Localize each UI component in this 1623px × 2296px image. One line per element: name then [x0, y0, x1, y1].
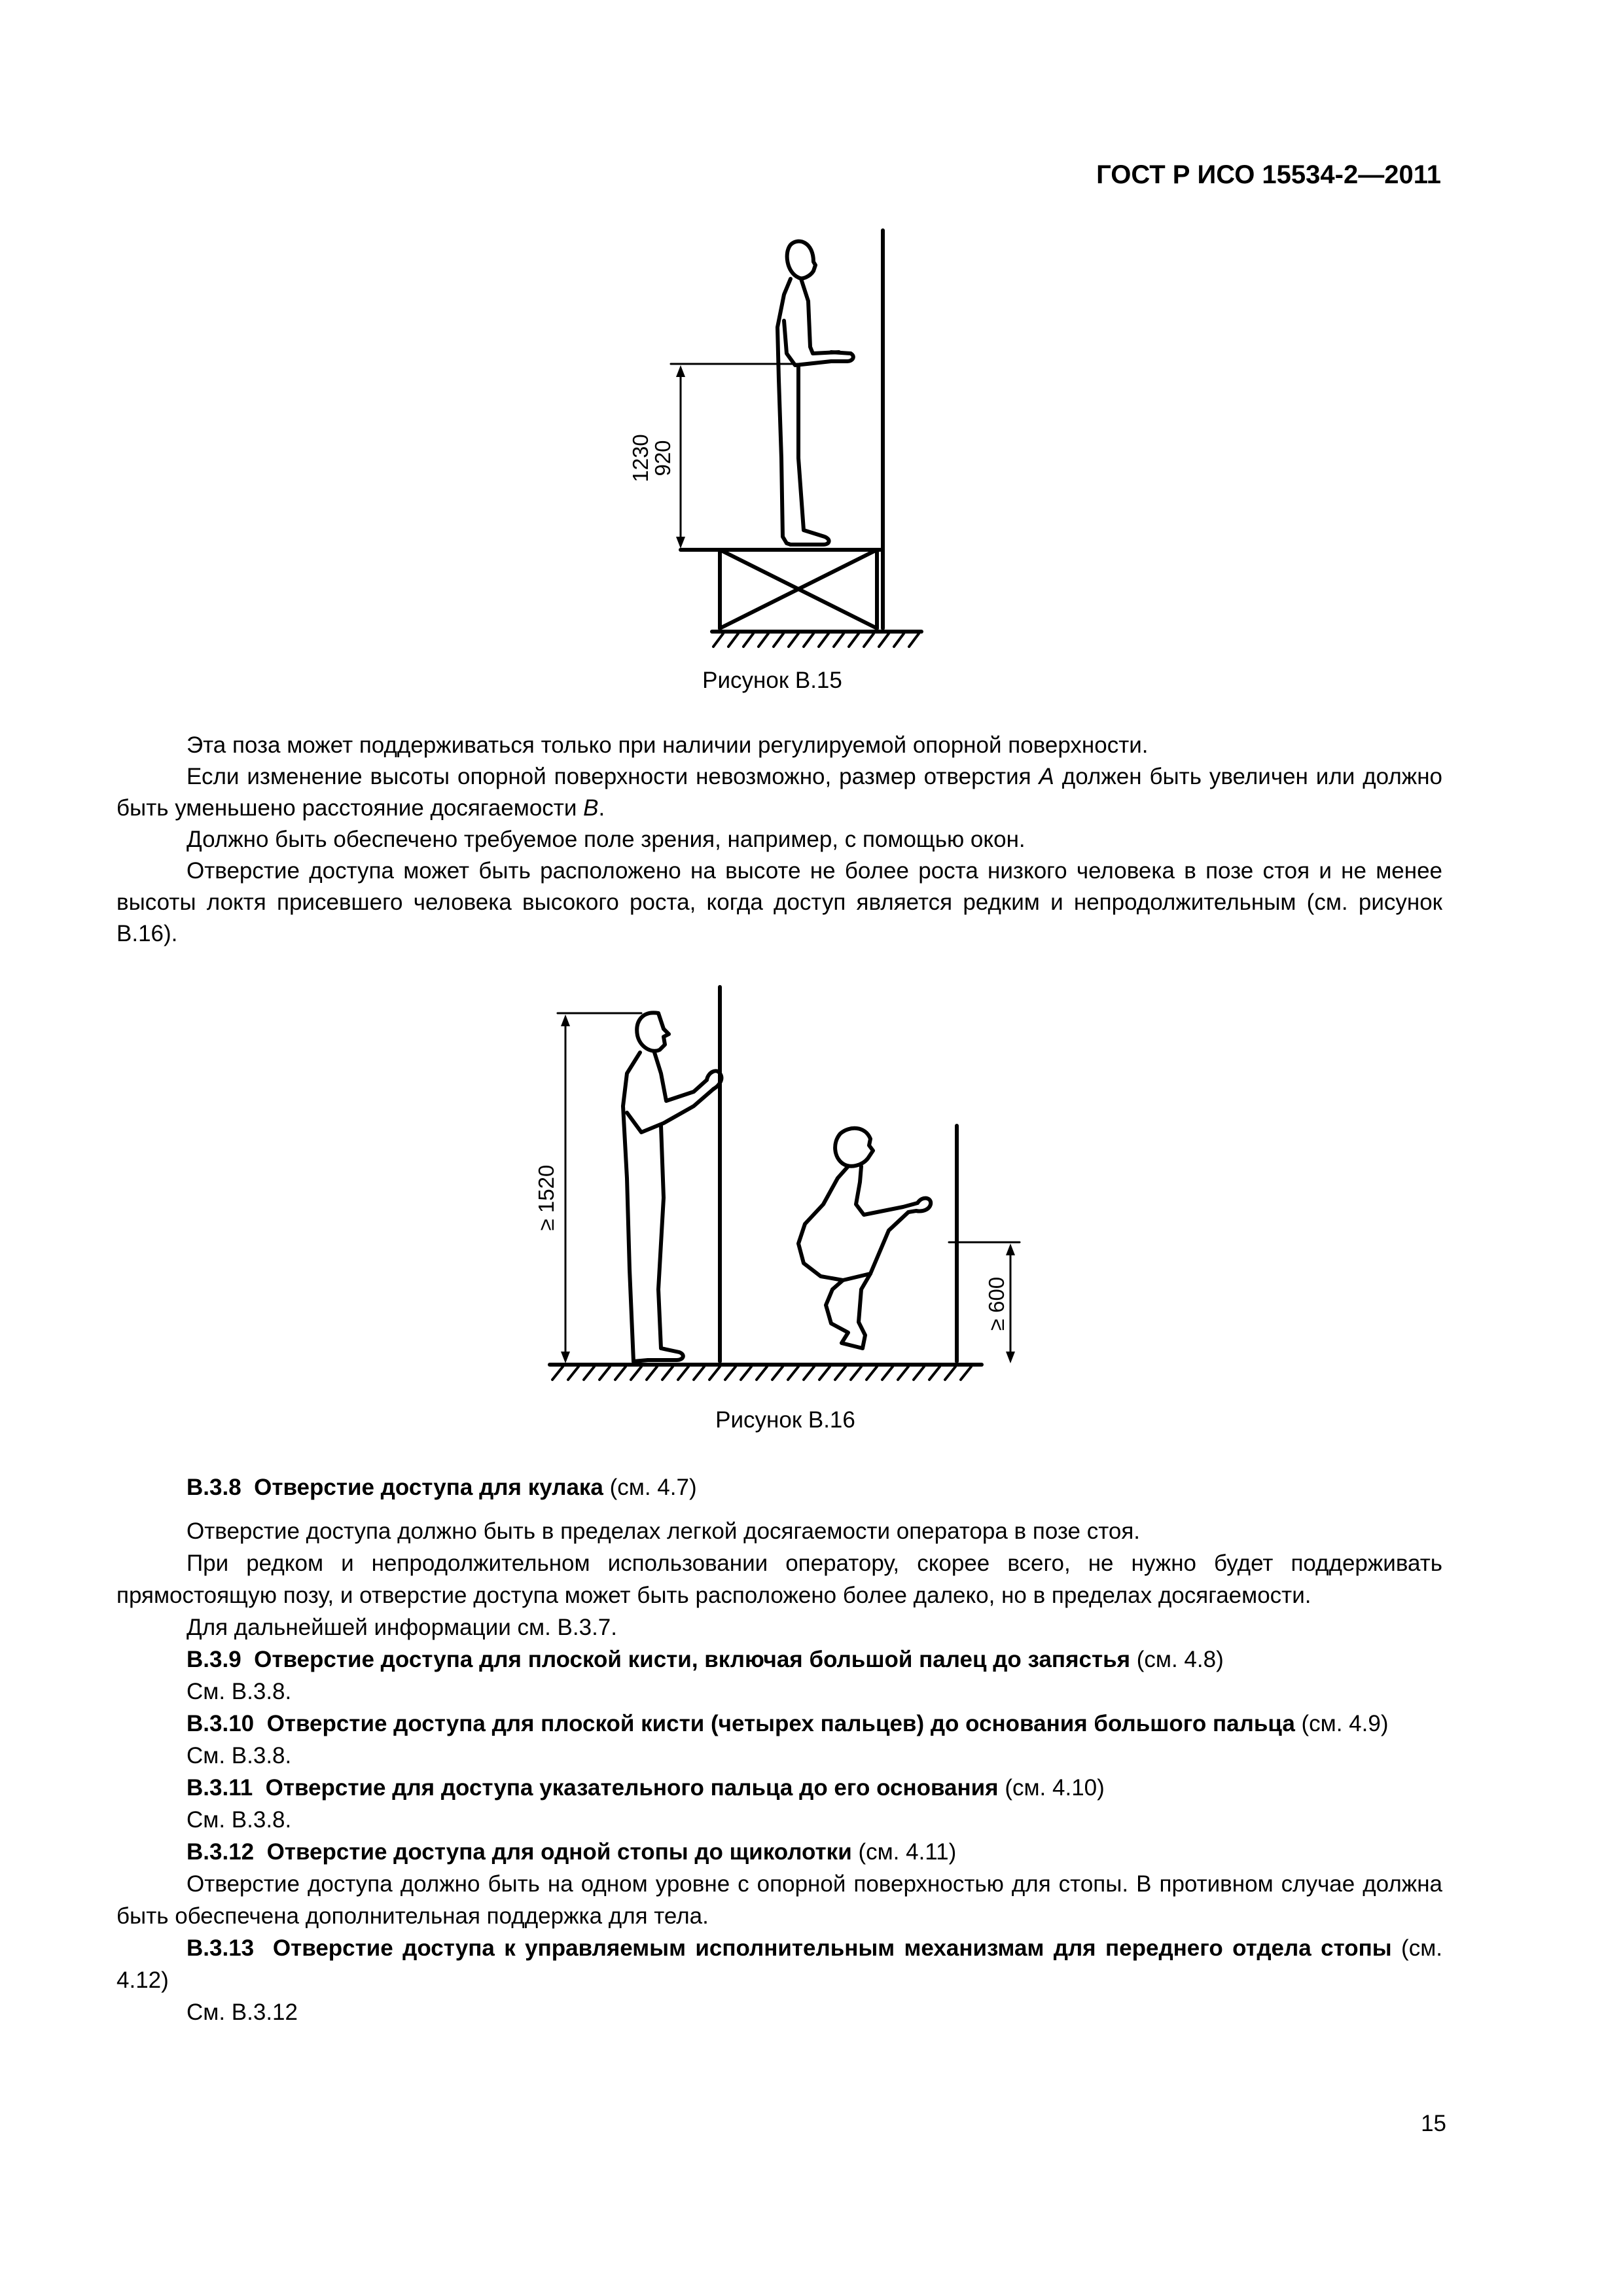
- section-b38-text-3: Для дальнейшей информации см. В.3.7.: [187, 1615, 617, 1640]
- section-b39-text: См. В.3.8.: [187, 1679, 292, 1704]
- section-b313-heading: В.3.13 Отверстие доступа к управляемым исполнительным механизмам для переднего отдела стопы (см. 4.12): [116, 1935, 1443, 1993]
- dim-right-arrow-up: [1006, 1244, 1015, 1255]
- section-b38-text-2: При редком и непродолжительном использовании оператору, скорее всего, не нужно будет поддерживать прямостоящую позу, и отверстие доступа может быть расположено более далеко, но в пределах досягаемости.: [116, 1551, 1442, 1608]
- dim-1230-label: 1230: [628, 434, 652, 482]
- section-b39-heading: В.3.9 Отверстие доступа для плоской кисти, включая большой палец до запястья (см. 4.8): [187, 1647, 1224, 1672]
- dim-left-arrow-up: [561, 1014, 570, 1026]
- sections-block: [116, 1471, 1442, 2028]
- figure-b16: [530, 982, 1041, 1401]
- page-number: 15: [1421, 2111, 1446, 2136]
- ground-hatching: [552, 1367, 971, 1380]
- para-opening-size: Если изменение высоты опорной поверхности невозможно, размер отверстия A должен быть увеличен или должно быть уменьшено расстояние досягаемости B.: [116, 764, 1442, 821]
- paragraph-block-1: [116, 730, 1442, 950]
- section-b38-heading: В.3.8 Отверстие доступа для кулака (см. 4.7): [187, 1475, 697, 1500]
- dim-right-arrow-down: [1006, 1352, 1015, 1363]
- platform: [681, 550, 880, 628]
- dim-arrow-down: [676, 537, 685, 548]
- section-b312-text: Отверстие доступа должно быть на одном уровне с опорной поверхностью для стопы. В противном случае должна быть обеспечена дополнительная поддержка для тела.: [116, 1871, 1442, 1929]
- figure-b15: [615, 223, 929, 655]
- standing-person: [623, 1013, 721, 1361]
- section-b310-text: См. В.3.8.: [187, 1743, 292, 1768]
- para-field-of-view: Должно быть обеспечено требуемое поле зрения, например, с помощью окон.: [187, 827, 1026, 852]
- ground-hatching: [713, 634, 919, 647]
- section-b311-heading: В.3.11 Отверстие для доступа указательного пальца до его основания (см. 4.10): [187, 1775, 1105, 1801]
- dim-600-label: ≥ 600: [984, 1276, 1008, 1331]
- document-header: ГОСТ Р ИСО 15534-2—2011: [1096, 160, 1441, 189]
- standing-person: [777, 242, 853, 545]
- dim-arrow-up: [676, 365, 685, 377]
- section-b311-text: См. В.3.8.: [187, 1807, 292, 1833]
- dim-1520-label: ≥ 1520: [534, 1164, 558, 1231]
- section-b310-heading: В.3.10 Отверстие доступа для плоской кисти (четырех пальцев) до основания большого пальца (см. 4.9): [187, 1711, 1389, 1736]
- dim-left-arrow-down: [561, 1352, 570, 1363]
- crouching-person: [798, 1128, 931, 1348]
- para-opening-height: Отверстие доступа может быть расположено на высоте не более роста низкого человека в позе стоя и не менее высоты локтя присевшего человека высокого роста, когда доступ является редким и непродолжительным (см. рисунок В.16).: [116, 858, 1442, 946]
- dim-920-label: 920: [651, 440, 675, 476]
- figure-b16-caption: Рисунок В.16: [715, 1407, 855, 1433]
- section-b312-heading: В.3.12 Отверстие доступа для одной стопы до щиколотки (см. 4.11): [187, 1839, 957, 1865]
- section-b38-text-1: Отверстие доступа должно быть в пределах легкой досягаемости оператора в позе стоя.: [187, 1518, 1141, 1544]
- section-b313-text: См. В.3.12: [187, 2000, 298, 2025]
- para-adjustable-support: Эта поза может поддерживаться только при наличии регулируемой опорной поверхности.: [187, 732, 1149, 758]
- figure-b15-caption: Рисунок В.15: [702, 668, 842, 693]
